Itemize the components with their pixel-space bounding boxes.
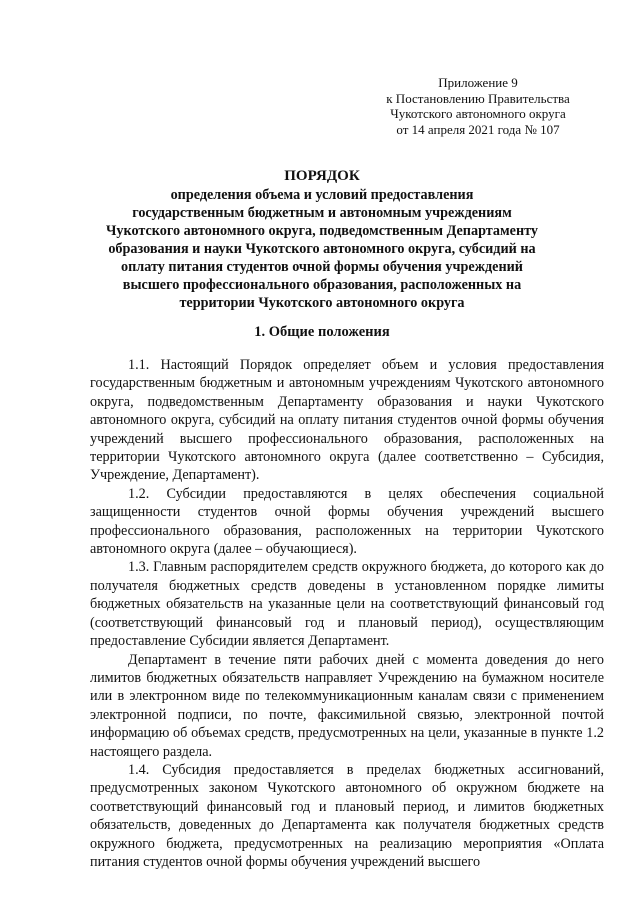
title-main: ПОРЯДОК — [284, 168, 360, 184]
title-line: государственным бюджетным и автономным учреждениям — [132, 205, 512, 221]
appendix-region: Чукотского автономного округа — [390, 106, 566, 121]
appendix-resolution: к Постановлению Правительства — [386, 90, 570, 106]
document-body — [90, 356, 604, 871]
paragraph-department: Департамент в течение пяти рабочих дней с момента доведения до него лимитов бюджетных обязательств направляет Учреждению на бумажном носителе или в электронном виде по телекоммуникационным каналам связи с применением электронной подписи, по почте, факсимильной связью, электронной почтой информацию об объемах средств, предусмотренных на цели, указанные в пункте 1.2 настоящего раздела. — [90, 651, 604, 760]
title-line: оплату питания студентов очной формы обучения учреждений — [121, 259, 523, 275]
appendix-header — [358, 75, 598, 137]
appendix-number: Приложение 9 — [438, 75, 518, 90]
title-line: образования и науки Чукотского автономного округа, субсидий на — [108, 241, 536, 257]
appendix-date: от 14 апреля 2021 года № 107 — [396, 121, 560, 137]
title-line: Чукотского автономного округа, подведомственным Департаменту — [105, 223, 539, 239]
paragraph-1-3: 1.3. Главным распорядителем средств окружного бюджета, до которого как до получателя бюджетных средств доведены в установленном порядке лимиты бюджетных обязательств на указанные цели на соответствующий финансовый год (соответствующий финансовый год и плановый период), осуществляющим предоставление Субсидии является Департамент. — [90, 559, 604, 650]
section-heading: 1. Общие положения — [254, 324, 390, 340]
paragraph-1-4: 1.4. Субсидия предоставляется в пределах бюджетных ассигнований, предусмотренных законом Чукотского автономного об окружном бюджете на соответствующий финансовый год и плановый период, и лимитов бюджетных обязательств, доведенных до Департамента как получателя бюджетных средств окружного бюджета, предусмотренных на реализацию мероприятия «Оплата питания студентов очной формы обучения учреждений высшего — [90, 761, 604, 870]
title-line: определения объема и условий предоставления — [170, 187, 474, 203]
paragraph-1-1: 1.1. Настоящий Порядок определяет объем и условия предоставления государственным бюджетным и автономным учреждениям Чукотского автономного округа, подведомственным Департаменту образования и науки Чукотского автономного округа, субсидий на оплату питания студентов очной формы обучения учреждений высшего профессионального образования, расположенных на территории Чукотского автономного округа (далее соответственно – Субсидия, Учреждение, Департамент). — [90, 357, 604, 484]
title-line: высшего профессионального образования, расположенных на — [122, 277, 522, 293]
paragraph-1-2: 1.2. Субсидии предоставляются в целях обеспечения социальной защищенности студентов очной формы обучения учреждений высшего профессионального образования, расположенных на территории Чукотского автономного округа (далее – обучающиеся). — [90, 485, 604, 558]
title-line: территории Чукотского автономного округа — [179, 295, 465, 311]
document-title — [88, 167, 556, 312]
